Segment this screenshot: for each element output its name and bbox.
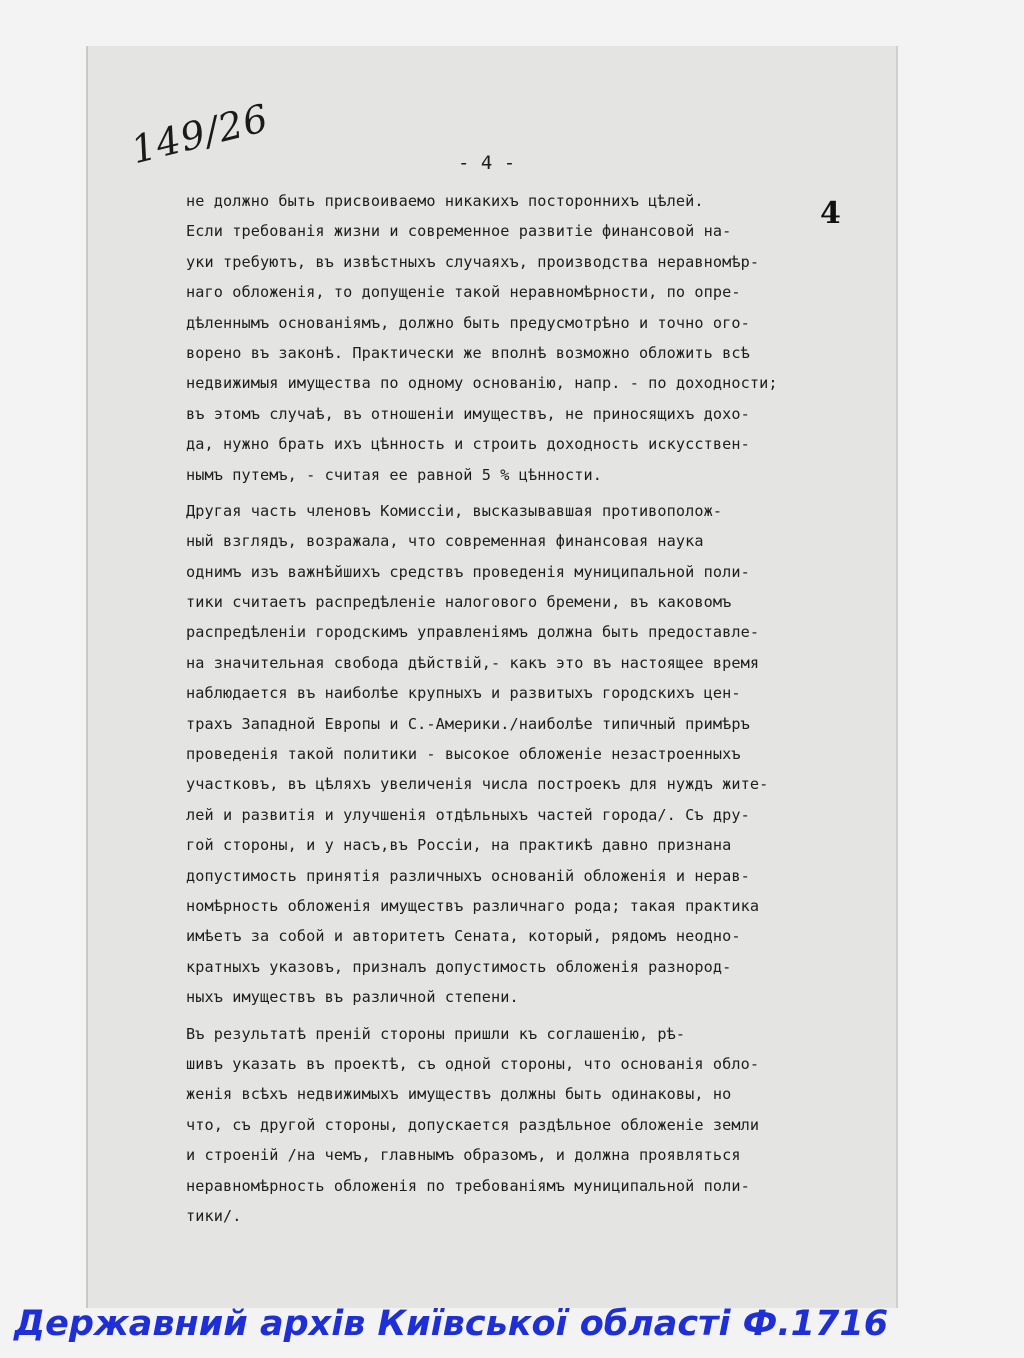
text-line: однимъ изъ важнѣйшихъ средствъ проведенія муниципальной поли- — [186, 562, 750, 581]
text-line: тики/. — [186, 1206, 242, 1225]
text-line: недвижимыя имущества по одному основанію, напр. - по доходности; — [186, 374, 778, 393]
text-line: женія всѣхъ недвижимыхъ имуществъ должны быть одинаковы, но — [186, 1085, 732, 1104]
text-line: и строеній /на чемъ, главнымъ образомъ, и должна проявляться — [186, 1146, 741, 1165]
text-line: проведенія такой политики - высокое обложеніе незастроенныхъ — [186, 745, 741, 764]
text-line: Въ результатѣ преній стороны пришли къ соглашенію, рѣ- — [186, 1024, 686, 1043]
text-line: Другая часть членовъ Комиссіи, высказывавшая противополож- — [186, 501, 723, 520]
text-line: тики считаетъ распредѣленіе налогового бремени, въ каковомъ — [186, 593, 732, 612]
text-line: уки требуютъ, въ извѣстныхъ случаяхъ, производства неравномѣр- — [186, 252, 760, 271]
margin-mark: 4 — [820, 196, 841, 231]
typed-body-text — [186, 186, 866, 1231]
page-number: - 4 - — [458, 152, 516, 174]
text-line: наблюдается въ наиболѣе крупныхъ и развитыхъ городскихъ цен- — [186, 684, 741, 703]
text-line: нымъ путемъ, - считая ее равной 5 % цѣнности. — [186, 465, 602, 484]
text-line: трахъ Западной Европы и С.-Америки./наиболѣе типичный примѣръ — [186, 714, 750, 733]
text-line: на значительная свобода дѣйствій,- какъ это въ настоящее время — [186, 653, 760, 672]
text-line: ныхъ имуществъ въ различной степени. — [186, 988, 519, 1007]
handwritten-archive-note: 149/26 — [126, 95, 273, 173]
text-line: что, съ другой стороны, допускается раздѣльное обложеніе земли — [186, 1115, 760, 1134]
text-line: допустимость принятія различныхъ основаній обложенія и нерав- — [186, 866, 750, 885]
text-line: шивъ указать въ проектѣ, съ одной стороны, что основанія обло- — [186, 1054, 760, 1073]
text-line: въ этомъ случаѣ, въ отношеніи имуществъ, не приносящихъ дохо- — [186, 404, 750, 423]
text-line: номѣрность обложенія имуществъ различнаго рода; такая практика — [186, 896, 760, 915]
text-line: Если требованія жизни и современное развитіе финансовой на- — [186, 222, 732, 241]
text-line: дѣленнымъ основаніямъ, должно быть предусмотрѣно и точно ого- — [186, 313, 750, 332]
text-line: ворено въ законѣ. Практически же вполнѣ возможно обложить всѣ — [186, 343, 750, 362]
text-line: ный взглядъ, возражала, что современная финансовая наука — [186, 532, 704, 551]
text-line: гой стороны, и у насъ,въ Россіи, на практикѣ давно признана — [186, 836, 732, 855]
text-line: кратныхъ указовъ, призналъ допустимость обложенія разнород- — [186, 957, 732, 976]
text-line: не должно быть присвоиваемо никакихъ постороннихъ цѣлей. — [186, 192, 704, 210]
text-line: участковъ, въ цѣляхъ увеличенія числа построекъ для нуждъ жите- — [186, 775, 769, 794]
archive-watermark-caption: Державний архів Київської області Ф.1716 — [14, 1304, 889, 1344]
text-line: наго обложенія, то допущеніе такой неравномѣрности, по опре- — [186, 283, 741, 302]
text-line: неравномѣрность обложенія по требованіямъ муниципальной поли- — [186, 1176, 750, 1195]
text-line: лей и развитія и улучшенія отдѣльныхъ частей города/. Съ дру- — [186, 805, 750, 824]
text-line: да, нужно брать ихъ цѣнность и строить доходность искусствен- — [186, 435, 750, 454]
text-line: имѣетъ за собой и авторитетъ Сената, который, рядомъ неодно- — [186, 927, 741, 946]
text-line: распредѣленіи городскимъ управленіямъ должна быть предоставле- — [186, 623, 760, 642]
